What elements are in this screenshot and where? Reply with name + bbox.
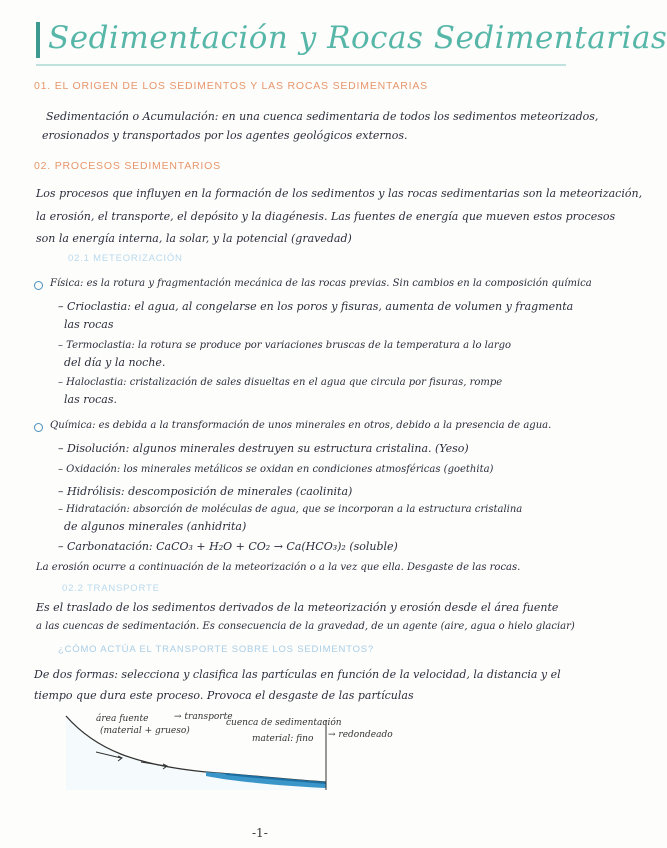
text-line: del día y la noche. [64,356,166,369]
text-line: Física: es la rotura y fragmentación mecánica de las rocas previas. Sin cambios en la composición química [50,278,592,289]
question-heading: ¿CÓMO ACTÚA EL TRANSPORTE SOBRE LOS SEDIMENTOS? [58,644,374,655]
text-line: Los procesos que influyen en la formación de los sedimentos y las rocas sedimentarias son la meteorización, [36,187,643,200]
figure-label-source: área fuente [96,714,149,724]
text-line: Es el traslado de los sedimentos derivados de la meteorización y erosión desde el área fuente [36,601,559,614]
text-line: – Hidrólisis: descomposición de minerales (caolinita) [58,485,353,498]
text-line: las rocas [64,318,114,331]
text-line: erosionados y transportados por los agentes geológicos externos. [42,129,408,142]
text-line: – Hidratación: absorción de moléculas de agua, que se incorporan a la estructura cristalina [58,504,523,515]
text-line: – Termoclastia: la rotura se produce por variaciones bruscas de la temperatura a lo largo [58,340,512,351]
title-accent-bar [36,22,40,58]
figure-label-basin: cuenca de sedimentación [226,718,342,728]
text-line: de algunos minerales (anhidrita) [64,520,247,533]
page-number: -1- [252,826,268,840]
text-line: la erosión, el transporte, el depósito y la diagénesis. Las fuentes de energía que mueven estos procesos [36,210,616,223]
bullet-icon [34,423,43,432]
text-line: Química: es debida a la transformación de unos minerales en otros, debido a la presencia de agua. [50,420,552,431]
section-heading-processes: 02. PROCESOS SEDIMENTARIOS [34,160,221,172]
text-line: – Carbonatación: CaCO₃ + H₂O + CO₂ → Ca(HCO₃)₂ (soluble) [58,540,398,553]
figure-label-rounded: → redondeado [328,730,393,740]
text-line: son la energía interna, la solar, y la potencial (gravedad) [36,232,352,245]
subsection-heading-transporte: 02.2 TRANSPORTE [62,583,160,594]
bullet-icon [34,281,43,290]
text-line: – Crioclastia: el agua, al congelarse en los poros y fisuras, aumenta de volumen y fragmenta [58,300,574,313]
text-line: tiempo que dura este proceso. Provoca el desgaste de las partículas [34,689,414,702]
text-line: las rocas. [64,393,117,406]
text-line: – Haloclastia: cristalización de sales disueltas en el agua que circula por fisuras, rompe [58,377,503,388]
text-line: – Disolución: algunos minerales destruyen su estructura cristalina. (Yeso) [58,442,469,455]
figure-label-source-material: (material + grueso) [100,726,190,736]
text-line: De dos formas: selecciona y clasifica las partículas en función de la velocidad, la distancia y el [34,668,561,681]
title-underline [36,64,566,66]
text-line: Sedimentación o Acumulación: en una cuenca sedimentaria de todos los sedimentos meteorizados, [46,110,599,123]
text-line: a las cuencas de sedimentación. Es consecuencia de la gravedad, de un agente (aire, agua o hielo glaciar) [36,621,575,632]
subsection-heading-meteorizacion: 02.1 METEORIZACIÓN [68,253,183,264]
page-title: Sedimentación y Rocas Sedimentarias [48,20,667,56]
section-heading-origin: 01. EL ORIGEN DE LOS SEDIMENTOS Y LAS ROCAS SEDIMENTARIAS [34,80,428,92]
text-line: – Oxidación: los minerales metálicos se oxidan en condiciones atmosféricas (goethita) [58,464,494,475]
figure-label-fine: material: fino [252,734,314,744]
transport-diagram [56,710,396,800]
figure-label-transport: → transporte [174,712,233,722]
text-line: La erosión ocurre a continuación de la meteorización o a la vez que ella. Desgaste de las rocas. [36,562,521,573]
